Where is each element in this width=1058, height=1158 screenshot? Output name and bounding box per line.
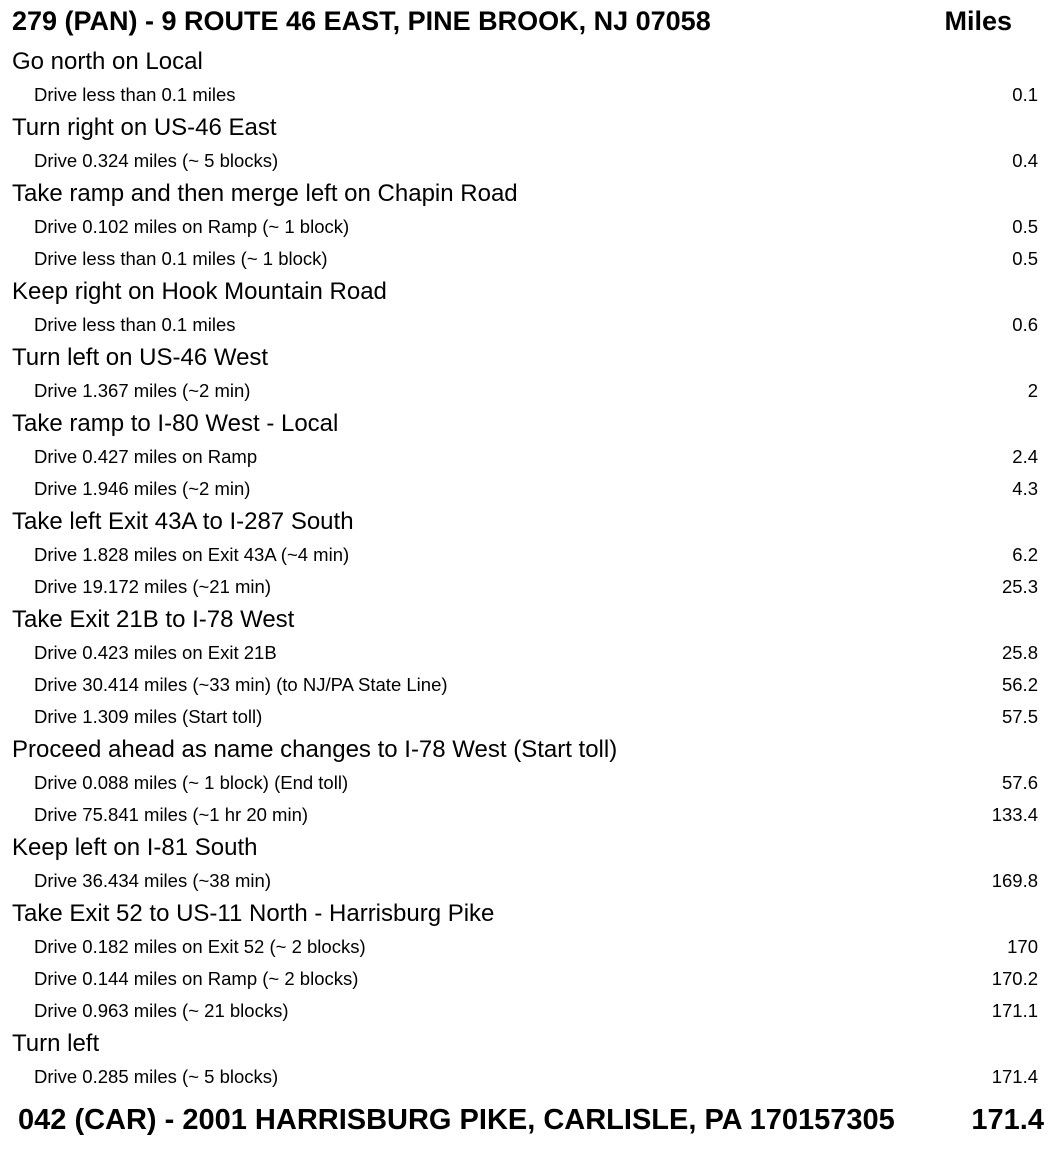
cumulative-miles: 57.6 (1001, 772, 1038, 793)
drive-segment (0, 375, 1058, 407)
segment-description: Drive less than 0.1 miles (~ 1 block) (34, 248, 328, 269)
segment-description: Drive 30.414 miles (~33 min) (to NJ/PA State Line) (34, 674, 448, 695)
drive-segment (0, 767, 1058, 799)
cumulative-miles: 169.8 (991, 870, 1038, 891)
direction-step (0, 177, 1058, 211)
drive-segment (0, 669, 1058, 701)
cumulative-miles: 171.4 (991, 1066, 1038, 1087)
step-instruction: Take left Exit 43A to I-287 South (12, 508, 354, 535)
drive-segment (0, 243, 1058, 275)
direction-step (0, 505, 1058, 539)
cumulative-miles: 6.2 (1012, 544, 1038, 565)
drive-segment (0, 309, 1058, 341)
segment-description: Drive 0.324 miles (~ 5 blocks) (34, 150, 279, 171)
cumulative-miles: 133.4 (991, 804, 1038, 825)
drive-segment (0, 931, 1058, 963)
step-instruction: Turn left (12, 1030, 100, 1057)
drive-segment (0, 799, 1058, 831)
drive-segment (0, 441, 1058, 473)
direction-step (0, 1027, 1058, 1061)
segment-description: Drive 0.182 miles on Exit 52 (~ 2 blocks) (34, 936, 366, 957)
segment-description: Drive less than 0.1 miles (34, 84, 236, 105)
segment-description: Drive 1.946 miles (~2 min) (34, 478, 251, 499)
direction-step (0, 733, 1058, 767)
segment-description: Drive less than 0.1 miles (34, 314, 236, 335)
segment-description: Drive 75.841 miles (~1 hr 20 min) (34, 804, 309, 825)
direction-step (0, 45, 1058, 79)
direction-step (0, 111, 1058, 145)
direction-step (0, 897, 1058, 931)
cumulative-miles: 25.8 (1001, 642, 1038, 663)
cumulative-miles: 170.2 (991, 968, 1038, 989)
segment-description: Drive 0.963 miles (~ 21 blocks) (34, 1000, 289, 1021)
drive-segment (0, 995, 1058, 1027)
segment-description: Drive 0.427 miles on Ramp (34, 446, 258, 467)
step-instruction: Keep right on Hook Mountain Road (12, 278, 387, 305)
origin-address: 279 (PAN) - 9 ROUTE 46 EAST, PINE BROOK, NJ 07058 (12, 6, 711, 36)
step-instruction: Keep left on I-81 South (12, 834, 258, 861)
drive-segment (0, 637, 1058, 669)
drive-segment (0, 145, 1058, 177)
segment-description: Drive 0.423 miles on Exit 21B (34, 642, 277, 663)
drive-segment (0, 211, 1058, 243)
cumulative-miles: 25.3 (1001, 576, 1038, 597)
cumulative-miles: 0.5 (1012, 248, 1038, 269)
segment-description: Drive 1.828 miles on Exit 43A (~4 min) (34, 544, 350, 565)
segment-description: Drive 0.285 miles (~ 5 blocks) (34, 1066, 279, 1087)
cumulative-miles: 0.5 (1012, 216, 1038, 237)
cumulative-miles: 2 (1027, 380, 1038, 401)
cumulative-miles: 2.4 (1012, 446, 1038, 467)
step-instruction: Take Exit 52 to US-11 North - Harrisburg Pike (12, 900, 495, 927)
segment-description: Drive 1.309 miles (Start toll) (34, 706, 263, 727)
directions-list (0, 45, 1058, 1093)
cumulative-miles: 57.5 (1001, 706, 1038, 727)
footer-row (12, 1104, 1048, 1137)
segment-description: Drive 19.172 miles (~21 min) (34, 576, 271, 597)
step-instruction: Take ramp to I-80 West - Local (12, 410, 339, 437)
drive-segment (0, 865, 1058, 897)
direction-step (0, 831, 1058, 865)
segment-description: Drive 0.102 miles on Ramp (~ 1 block) (34, 216, 350, 237)
step-instruction: Take Exit 21B to I-78 West (12, 606, 295, 633)
step-instruction: Turn right on US-46 East (12, 114, 277, 141)
header-row (12, 6, 1048, 37)
segment-description: Drive 0.144 miles on Ramp (~ 2 blocks) (34, 968, 359, 989)
drive-segment (0, 539, 1058, 571)
destination-address: 042 (CAR) - 2001 HARRISBURG PIKE, CARLISLE, PA 170157305 (18, 1104, 895, 1136)
cumulative-miles: 0.6 (1012, 314, 1038, 335)
drive-segment (0, 1061, 1058, 1093)
drive-segment (0, 963, 1058, 995)
step-instruction: Proceed ahead as name changes to I-78 West (Start toll) (12, 736, 618, 763)
drive-segment (0, 473, 1058, 505)
cumulative-miles: 171.1 (991, 1000, 1038, 1021)
total-miles: 171.4 (971, 1104, 1044, 1136)
direction-step (0, 603, 1058, 637)
cumulative-miles: 0.4 (1012, 150, 1038, 171)
drive-segment (0, 571, 1058, 603)
segment-description: Drive 36.434 miles (~38 min) (34, 870, 271, 891)
cumulative-miles: 4.3 (1012, 478, 1038, 499)
direction-step (0, 407, 1058, 441)
cumulative-miles: 170 (1007, 936, 1038, 957)
step-instruction: Go north on Local (12, 48, 203, 75)
miles-column-header: Miles (944, 6, 1012, 36)
drive-segment (0, 79, 1058, 111)
cumulative-miles: 56.2 (1001, 674, 1038, 695)
direction-step (0, 341, 1058, 375)
segment-description: Drive 0.088 miles (~ 1 block) (End toll) (34, 772, 349, 793)
drive-segment (0, 701, 1058, 733)
direction-step (0, 275, 1058, 309)
segment-description: Drive 1.367 miles (~2 min) (34, 380, 251, 401)
cumulative-miles: 0.1 (1012, 84, 1038, 105)
step-instruction: Take ramp and then merge left on Chapin Road (12, 180, 518, 207)
step-instruction: Turn left on US-46 West (12, 344, 269, 371)
